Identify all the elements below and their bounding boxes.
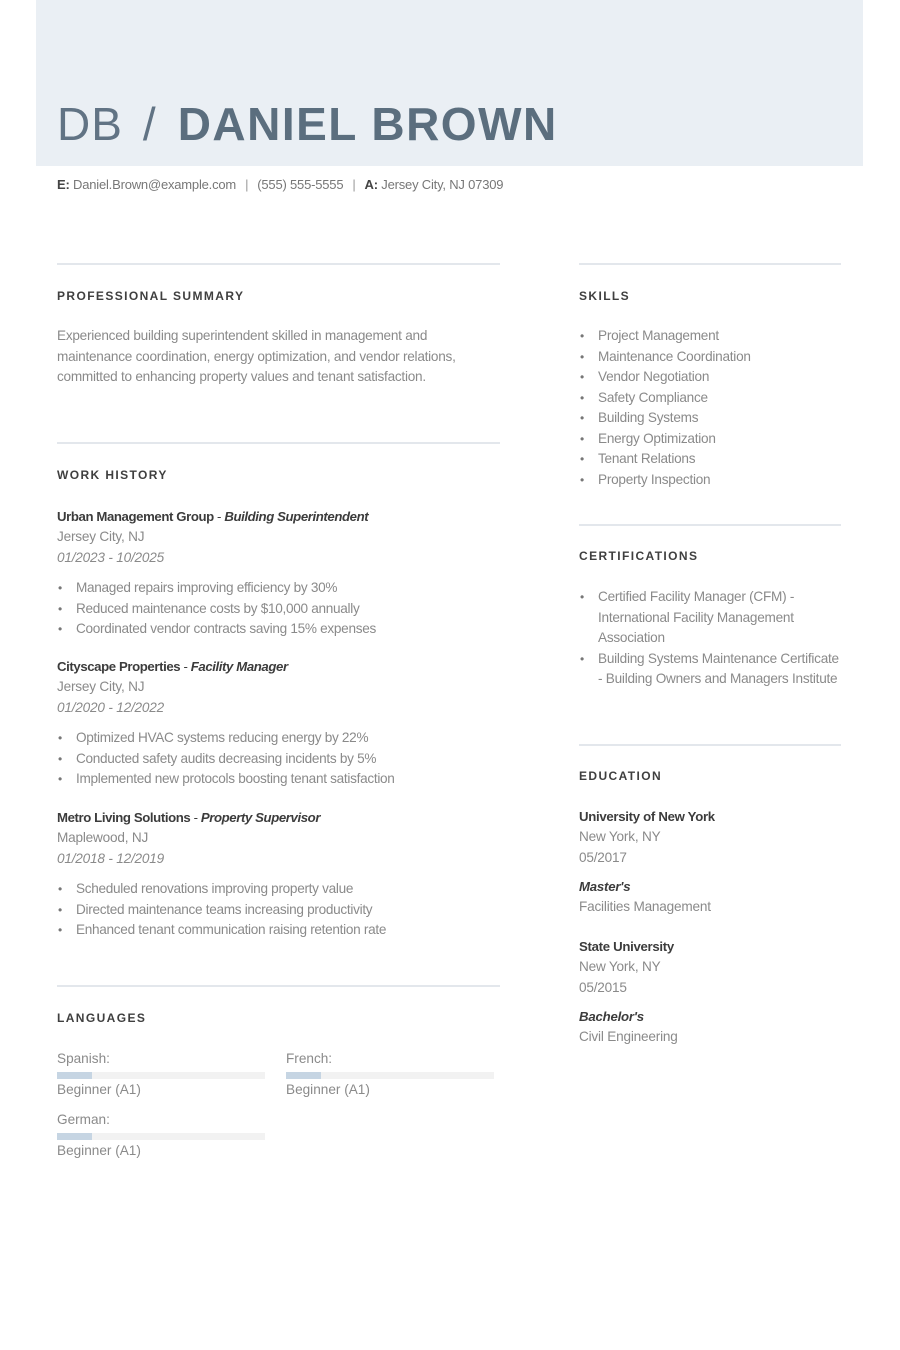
skill-item: • Maintenance Coordination	[579, 347, 841, 368]
section-title-languages: LANGUAGES	[57, 1011, 147, 1025]
language-item	[57, 1110, 265, 1161]
skills-list	[579, 326, 841, 490]
institution-name: University of New York	[579, 809, 715, 824]
graduation-date: 05/2017	[579, 849, 627, 865]
job-heading: Urban Management Group - Building Superintendent	[57, 509, 369, 524]
job-dates: 01/2020 - 12/2022	[57, 699, 164, 715]
skill-item: • Tenant Relations	[579, 449, 841, 470]
section-divider	[57, 263, 500, 265]
job-heading: Metro Living Solutions - Property Supervisor	[57, 810, 321, 825]
full-name: DANIEL BROWN	[177, 98, 558, 150]
certification-item: • Certified Facility Manager (CFM) - International Facility Management Association	[579, 587, 841, 649]
company-name: Urban Management Group	[57, 509, 214, 524]
certification-item: • Building Systems Maintenance Certificate - Building Owners and Managers Institute	[579, 649, 841, 690]
field-of-study: Facilities Management	[579, 899, 711, 914]
email-address[interactable]: Daniel.Brown@example.com	[73, 177, 237, 192]
section-title-education: EDUCATION	[579, 769, 663, 783]
skill-item: • Property Inspection	[579, 470, 841, 491]
section-title-work-history: WORK HISTORY	[57, 468, 168, 482]
degree-name: Bachelor's	[579, 1009, 644, 1024]
section-title-summary: PROFESSIONAL SUMMARY	[57, 289, 245, 303]
contact-line	[57, 176, 503, 194]
job-bullet: • Reduced maintenance costs by $10,000 annually	[57, 599, 502, 620]
language-proficiency-bar	[57, 1072, 265, 1079]
initials: DB	[57, 98, 123, 150]
job-location: Jersey City, NJ	[57, 679, 145, 694]
language-proficiency-fill	[286, 1072, 321, 1079]
job-bullet: • Scheduled renovations improving property value	[57, 879, 502, 900]
institution-location: New York, NY	[579, 829, 661, 844]
section-divider	[579, 524, 841, 526]
job-location: Jersey City, NJ	[57, 529, 145, 544]
job-entry	[57, 507, 502, 640]
section-title-skills: SKILLS	[579, 289, 631, 303]
language-level: Beginner (A1)	[286, 1082, 370, 1097]
section-divider	[57, 985, 500, 987]
certifications-list	[579, 587, 841, 690]
job-role: Property Supervisor	[200, 810, 321, 825]
email-label: E:	[57, 177, 70, 192]
language-name: Spanish:	[57, 1051, 110, 1066]
section-divider	[579, 263, 841, 265]
field-of-study: Civil Engineering	[579, 1029, 678, 1044]
job-bullets	[57, 728, 502, 790]
language-name: German:	[57, 1112, 110, 1127]
job-bullet: • Optimized HVAC systems reducing energy by 22%	[57, 728, 502, 749]
language-item	[286, 1049, 494, 1100]
job-bullet: • Coordinated vendor contracts saving 15% expenses	[57, 619, 502, 640]
degree-name: Master's	[579, 879, 631, 894]
job-bullet: • Implemented new protocols boosting tenant satisfaction	[57, 769, 502, 790]
skill-item: • Building Systems	[579, 408, 841, 429]
contact-divider: |	[245, 177, 249, 192]
skill-item: • Safety Compliance	[579, 388, 841, 409]
language-level: Beginner (A1)	[57, 1082, 141, 1097]
skill-item: • Energy Optimization	[579, 429, 841, 450]
language-proficiency-bar	[286, 1072, 494, 1079]
job-location: Maplewood, NJ	[57, 830, 149, 845]
job-bullets	[57, 879, 502, 941]
job-role: Building Superintendent	[224, 509, 369, 524]
job-bullet: • Managed repairs improving efficiency by 30%	[57, 578, 502, 599]
address-label: A:	[364, 177, 378, 192]
graduation-date: 05/2015	[579, 979, 627, 995]
company-name: Cityscape Properties	[57, 659, 181, 674]
company-name: Metro Living Solutions	[57, 810, 191, 825]
job-bullet: • Directed maintenance teams increasing productivity	[57, 900, 502, 921]
job-bullets	[57, 578, 502, 640]
job-entry	[57, 657, 502, 790]
section-title-certifications: CERTIFICATIONS	[579, 549, 699, 563]
language-level: Beginner (A1)	[57, 1143, 141, 1158]
job-heading: Cityscape Properties - Facility Manager	[57, 659, 288, 674]
job-role: Facility Manager	[190, 659, 288, 674]
language-proficiency-bar	[57, 1133, 265, 1140]
section-divider	[579, 744, 841, 746]
language-proficiency-fill	[57, 1072, 92, 1079]
name-heading	[57, 96, 558, 152]
job-dates: 01/2023 - 10/2025	[57, 549, 164, 565]
skill-item: • Project Management	[579, 326, 841, 347]
skill-item: • Vendor Negotiation	[579, 367, 841, 388]
job-bullet: • Enhanced tenant communication raising retention rate	[57, 920, 502, 941]
job-entry	[57, 808, 502, 941]
section-divider	[57, 442, 500, 444]
language-name: French:	[286, 1051, 333, 1066]
address: Jersey City, NJ 07309	[381, 177, 504, 192]
name-separator: /	[142, 98, 156, 150]
phone-number[interactable]: (555) 555-5555	[257, 177, 344, 192]
contact-divider: |	[352, 177, 356, 192]
job-bullet: • Conducted safety audits decreasing incidents by 5%	[57, 749, 502, 770]
summary-text: Experienced building superintendent skilled in management and maintenance coordination, energy optimization, and vendor relations, committed to enhancing property values and tenant satisfaction.	[57, 328, 456, 384]
education-entry	[579, 807, 841, 918]
job-dates: 01/2018 - 12/2019	[57, 850, 164, 866]
language-item	[57, 1049, 265, 1100]
language-proficiency-fill	[57, 1133, 92, 1140]
institution-name: State University	[579, 939, 674, 954]
institution-location: New York, NY	[579, 959, 661, 974]
education-entry	[579, 937, 841, 1048]
